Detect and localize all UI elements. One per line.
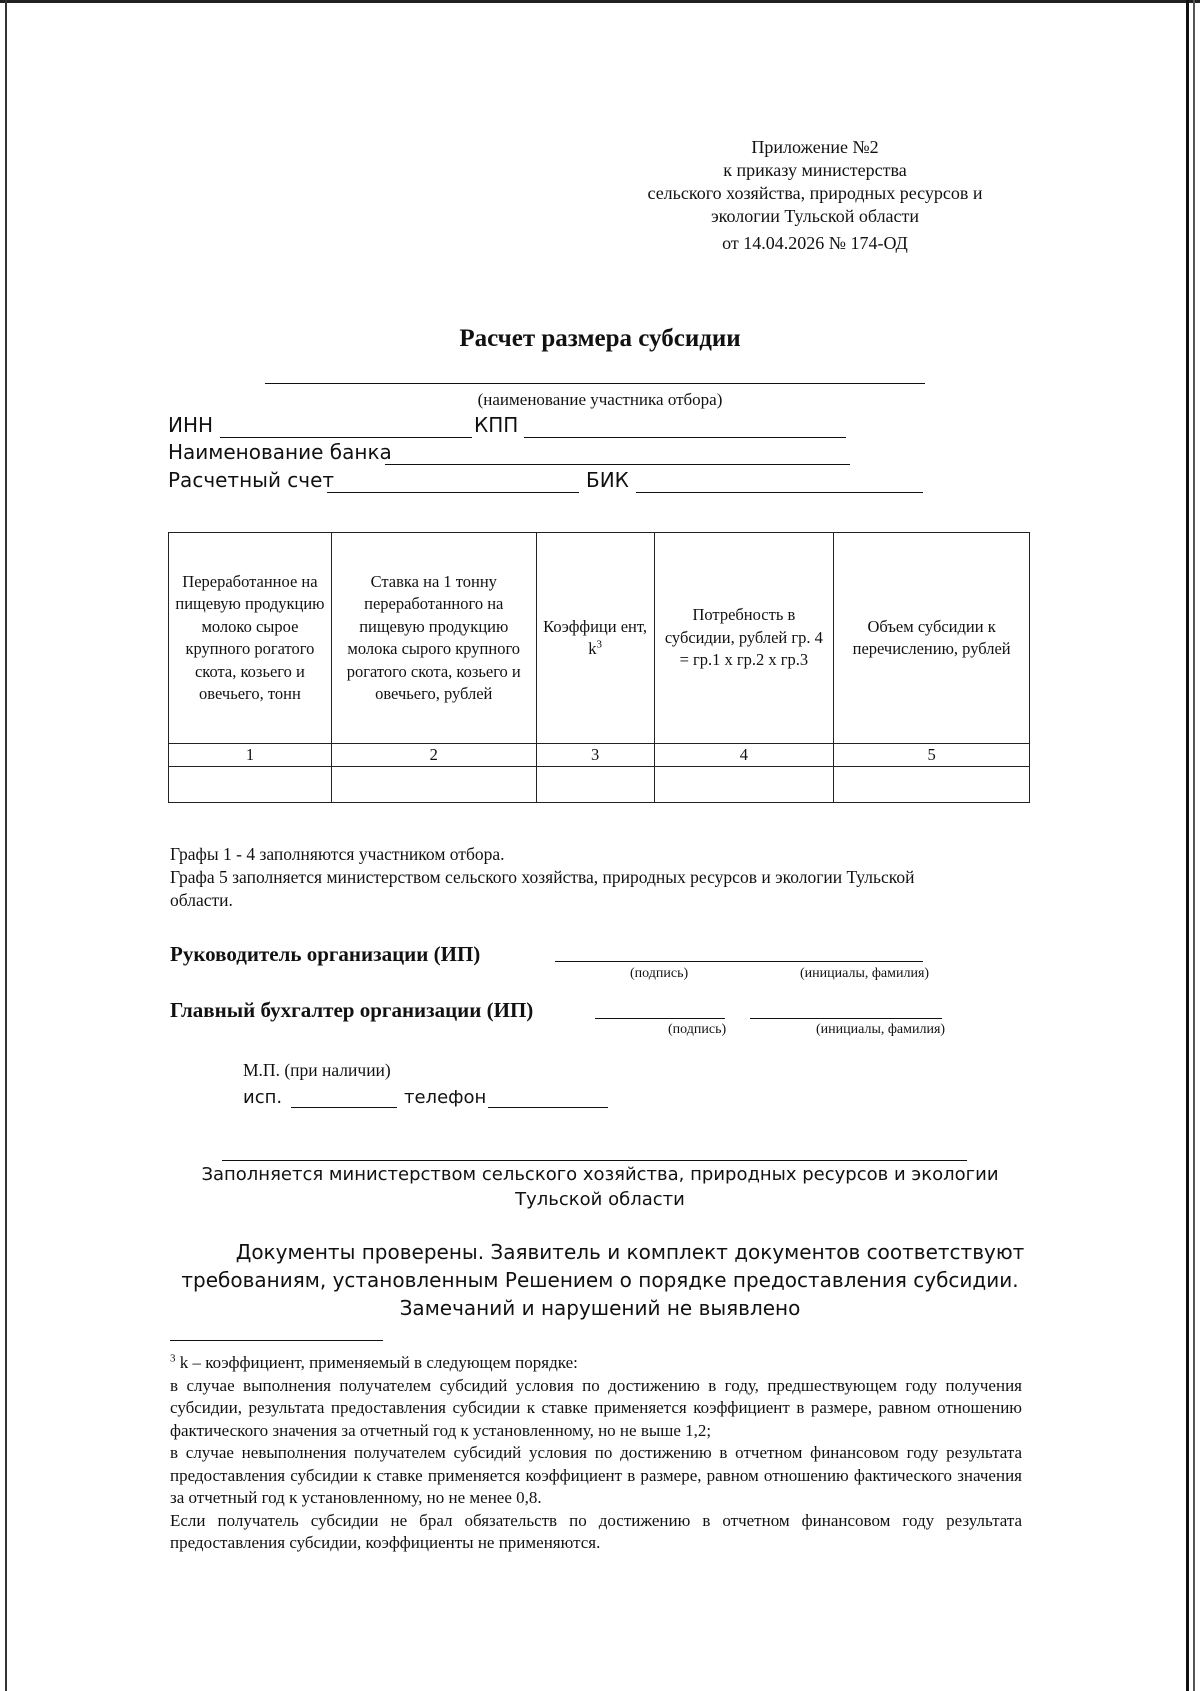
table-cell[interactable]: [654, 767, 834, 803]
participant-name-line: [265, 383, 925, 384]
ministry-section-divider: [222, 1160, 967, 1161]
inn-input-line[interactable]: [220, 437, 472, 438]
ministry-fill-line-2: Тульской области: [515, 1189, 685, 1210]
table-row: [169, 767, 1030, 803]
footnote-paragraph-3: Если получатель субсидии не брал обязательств по достижению в отчетном финансовом году результата предоставления субсидии, коэффициенты не применяются.: [170, 1510, 1022, 1552]
header-coefficient: [536, 533, 654, 744]
account-label: Расчетный счет: [168, 468, 335, 492]
bank-label: Наименование банка: [168, 440, 392, 464]
table-cell[interactable]: [169, 767, 332, 803]
table-cell[interactable]: [331, 767, 536, 803]
footnote-intro: [170, 1352, 1022, 1375]
account-input-line[interactable]: [327, 492, 579, 493]
chief-accountant-initials-caption: (инициалы, фамилия): [816, 1022, 946, 1037]
approval-block: [600, 136, 1030, 255]
note-line-3: области.: [170, 890, 233, 910]
chief-accountant-signature-caption: (подпись): [668, 1022, 727, 1037]
kpp-input-line[interactable]: [524, 437, 846, 438]
ministry-fill-line-1: Заполняется министерством сельского хозяйства, природных ресурсов и экологии: [201, 1164, 999, 1185]
header-coefficient-text: Коэффици ент, k: [543, 616, 647, 658]
header-need: Потребность в субсидии, рублей гр. 4 = гр.1 x гр.2 x гр.3: [654, 533, 834, 744]
footnote: [170, 1352, 1022, 1555]
chief-accountant-initials-line[interactable]: [750, 1018, 942, 1019]
table-header-row: [169, 533, 1030, 744]
header-processed-milk: Переработанное на пищевую продукцию молоко сырое крупного рогатого скота, козьего и овечьего, тонн: [169, 533, 332, 744]
documents-checked-line-2: требованиям, установленным Решением о порядке предоставления субсидии.: [181, 1268, 1019, 1292]
column-number: 4: [654, 744, 834, 767]
head-signature-label: Руководитель организации (ИП): [170, 942, 481, 966]
footnote-intro-text: k – коэффициент, применяемый в следующем порядке:: [179, 1353, 578, 1372]
footnote-paragraph-2: в случае невыполнения получателем субсидий условия по достижению в отчетном финансовом году результата предоставления субсидии к ставке применяется коэффициент в размере, равном отношению фактического значения за отчетный год к установленному, но не менее 0,8.: [170, 1443, 1022, 1507]
footnote-ref-3: 3: [596, 638, 602, 651]
note-line-2: Графа 5 заполняется министерством сельского хозяйства, природных ресурсов и экологии Тульской: [170, 867, 915, 887]
executor-label: исп.: [243, 1087, 283, 1108]
table-cell[interactable]: [536, 767, 654, 803]
executor-input-line[interactable]: [291, 1107, 397, 1108]
documents-checked-line-3: Замечаний и нарушений не выявлено: [399, 1296, 801, 1320]
scan-edge-left: [5, 0, 7, 1691]
header-volume: Объем субсидии к перечислению, рублей: [834, 533, 1030, 744]
approval-line-2: к приказу министерства: [723, 160, 907, 180]
documents-checked-statement: [170, 1238, 1030, 1322]
subsidy-calculation-table: [168, 532, 1030, 803]
documents-checked-line-1: Документы проверены. Заявитель и комплект документов соответствуют: [235, 1240, 1025, 1264]
column-number: 2: [331, 744, 536, 767]
inn-label: ИНН: [168, 413, 214, 437]
table-cell[interactable]: [834, 767, 1030, 803]
scan-edge-right-shadow: [1193, 0, 1195, 1691]
column-number-row: [169, 744, 1030, 767]
scan-edge-top: [0, 0, 1200, 3]
bank-input-line[interactable]: [385, 464, 850, 465]
chief-accountant-signature-line[interactable]: [595, 1018, 725, 1019]
bik-input-line[interactable]: [636, 492, 923, 493]
phone-label: телефон: [404, 1087, 487, 1108]
bik-label: БИК: [586, 468, 629, 492]
note-line-1: Графы 1 - 4 заполняются участником отбора.: [170, 844, 505, 864]
column-number: 5: [834, 744, 1030, 767]
kpp-label: КПП: [474, 413, 519, 437]
phone-input-line[interactable]: [488, 1107, 608, 1108]
document-title: Расчет размера субсидии: [459, 325, 741, 352]
footnote-marker: 3: [170, 1352, 176, 1365]
head-initials-caption: (инициалы, фамилия): [800, 966, 930, 981]
approval-line-3: сельского хозяйства, природных ресурсов и: [647, 183, 983, 203]
column-number: 1: [169, 744, 332, 767]
approval-line-1: Приложение №2: [751, 137, 879, 157]
column-number: 3: [536, 744, 654, 767]
header-rate: Ставка на 1 тонну переработанного на пищевую продукцию молока сырого крупного рогатого скота, козьего и овечьего, рублей: [331, 533, 536, 744]
scan-edge-right: [1186, 0, 1189, 1691]
head-signature-line[interactable]: [555, 961, 923, 962]
footnote-paragraph-1: в случае выполнения получателем субсидий условия по достижению в году, предшествующем году получения субсидии, результата предоставления субсидии к ставке применяется коэффициент в размере, равном отношению фактического значения за отчетный год к установленному, но не выше 1,2;: [170, 1375, 1022, 1440]
participant-caption: (наименование участника отбора): [477, 390, 723, 409]
chief-accountant-signature-label: Главный бухгалтер организации (ИП): [170, 998, 534, 1022]
head-signature-caption: (подпись): [630, 966, 689, 981]
stamp-note: М.П. (при наличии): [243, 1060, 391, 1080]
approval-line-4: экологии Тульской области: [710, 206, 920, 226]
footnote-separator: [170, 1340, 383, 1341]
approval-order-date: от 14.04.2026 № 174-ОД: [722, 233, 908, 253]
ministry-fill-note: [170, 1162, 1030, 1212]
